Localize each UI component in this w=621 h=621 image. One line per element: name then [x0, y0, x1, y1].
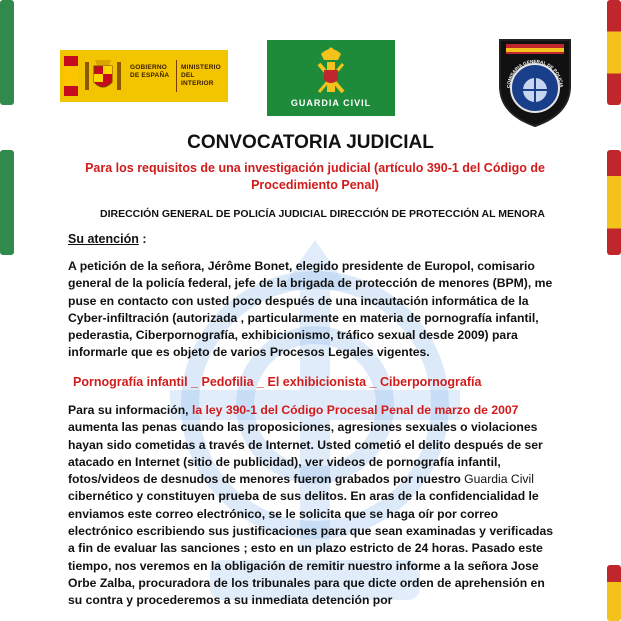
- paragraph-2-part2: cibernético y constituyen prueba de sus delitos. En aras de la confidencialidad le enviamos este correo electrónico, se le solicita que se haga oír por correo electrónico escribiendo sus justificaciones para que sean examinadas y verificadas a fin de evaluar las sanciones ; esto en un plazo estricto de 24 horas. Pasado este tiempo, nos veremos en la obligación de remitir nuestro informe a la señora Jose Orbe Zalba, procuradora de los tribunales para que dicte orden de aprehensión en su contra y procederemos a su inmediata detención por: [68, 489, 554, 608]
- gobierno-label: GOBIERNO: [130, 64, 167, 71]
- left-green-strip-middle: [0, 150, 14, 255]
- paragraph-2: [68, 402, 560, 610]
- attention-colon: :: [138, 232, 147, 246]
- document-title: CONVOCATORIA JUDICIAL: [187, 132, 434, 153]
- paragraph-2-part1: aumenta las penas cuando las proposiciones, agresiones sexuales o violaciones hayan sido cometidas a través de Internet. Usted cometió el delito después de ser atacado en Internet (sitio de publicidad), ver videos de pornografía infantil, fotos/videos de desnudos de menores fueron grabados por nuestro: [68, 420, 543, 487]
- paragraph-2-intro: Para su información,: [68, 403, 192, 417]
- del-interior-label: DEL INTERIOR: [181, 72, 214, 87]
- ministerio-label: MINISTERIO: [181, 64, 221, 71]
- attention-label: Su atención: [68, 232, 139, 246]
- policia-judicial-badge-icon: [496, 36, 574, 128]
- right-flag-strip-bottom: [607, 565, 621, 621]
- right-flag-strip-top: [607, 0, 621, 105]
- right-flag-strip-middle: [607, 150, 621, 255]
- guardia-civil-logo: [267, 40, 395, 116]
- direccion-heading: DIRECCIÓN GENERAL DE POLICÍA JUDICIAL DIRECCIÓN DE PROTECCIÓN AL MENORA: [100, 208, 545, 220]
- guardia-civil-emblem-icon: [311, 46, 351, 96]
- paragraph-2-guardia-civil: Guardia Civil: [464, 472, 534, 487]
- document-subtitle: Para los requisitos de una investigación judicial (artículo 390-1 del Código de Procedimiento Penal): [85, 161, 545, 192]
- crimes-line: Pornografía infantil _ Pedofilia _ El exhibicionista _ Ciberpornografía: [73, 375, 482, 389]
- paragraph-2-law: la ley 390-1 del Código Procesal Penal de marzo de 2007: [191, 403, 519, 417]
- guardia-civil-label: GUARDIA CIVIL: [290, 98, 372, 108]
- gobierno-divider: [176, 60, 177, 92]
- gobierno-espana-logo: [60, 50, 228, 102]
- spain-flag-icon: [64, 56, 78, 96]
- paragraph-1: A petición de la señora, Jérôme Bonet, elegido presidente de Europol, comisario general de la policía federal, jefe de la brigada de protección de menores (BPM), me puse en contacto con usted poco después de una incautación informática de la Cyber-infiltración (autorizada , particularmente en materia de pornografía infantil, pederastia, Ciberpornografía, exhibicionismo, tráfico sexual desde 2009) para informarle que es objeto de varios Procesos Legales vigentes.: [68, 259, 553, 360]
- de-espana-label: DE ESPAÑA: [130, 72, 170, 79]
- attention-line: [68, 232, 146, 246]
- badge-text: COMISARIA GENERAL DE POLICIA: [505, 58, 565, 89]
- spain-coat-of-arms-icon: [82, 56, 124, 96]
- left-green-strip-top: [0, 0, 14, 105]
